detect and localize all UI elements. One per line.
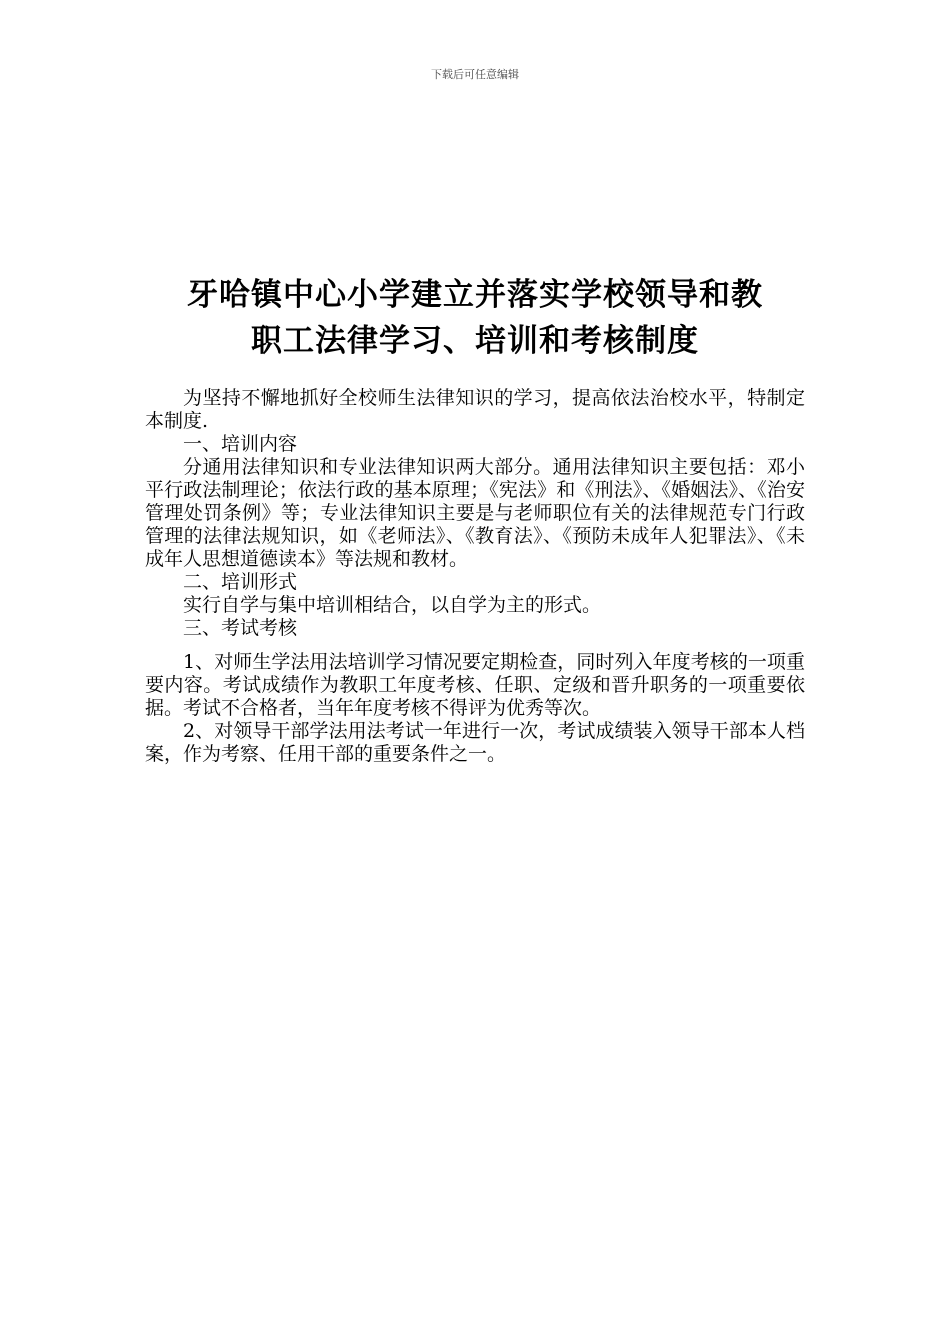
section-heading-training-content: 一、培训内容 [183, 433, 298, 455]
exam-paragraph-2: 2、对领导干部学法用法考试一年进行一次，考试成绩装入领导干部本人档案，作为考察、任用干部的重要条件之一。 [145, 720, 805, 765]
header-note: 下载后可任意编辑 [431, 68, 519, 81]
section-heading-exam: 三、考试考核 [183, 617, 298, 639]
training-form-paragraph: 实行自学与集中培训相结合，以自学为主的形式。 [183, 594, 602, 616]
training-content-paragraph: 分通用法律知识和专业法律知识两大部分。通用法律知识主要包括：邓小平行政法制理论；依法行政的基本原理；《宪法》和《刑法》、《婚姻法》、《治安管理处罚条例》等；专业法律知识主要是与老师职位有关的法律规范专门行政管理的法律法规知识，如《老师法》、《教育法》、《预防未成年人犯罪法》、《未成年人思想道德读本》等法规和教材。 [145, 456, 805, 570]
title-line-1: 牙哈镇中心小学建立并落实学校领导和教 [187, 277, 763, 313]
intro-paragraph: 为坚持不懈地抓好全校师生法律知识的学习，提高依法治校水平，特制定本制度. [145, 387, 805, 432]
document-title [130, 272, 820, 364]
section-heading-training-form: 二、培训形式 [183, 571, 298, 593]
document-body [145, 387, 805, 766]
title-line-2: 职工法律学习、培训和考核制度 [251, 323, 699, 359]
exam-paragraph-1: 1、对师生学法用法培训学习情况要定期检查，同时列入年度考核的一项重要内容。考试成绩作为教职工年度考核、任职、定级和晋升职务的一项重要依据。考试不合格者，当年年度考核不得评为优秀等次。 [145, 651, 805, 719]
